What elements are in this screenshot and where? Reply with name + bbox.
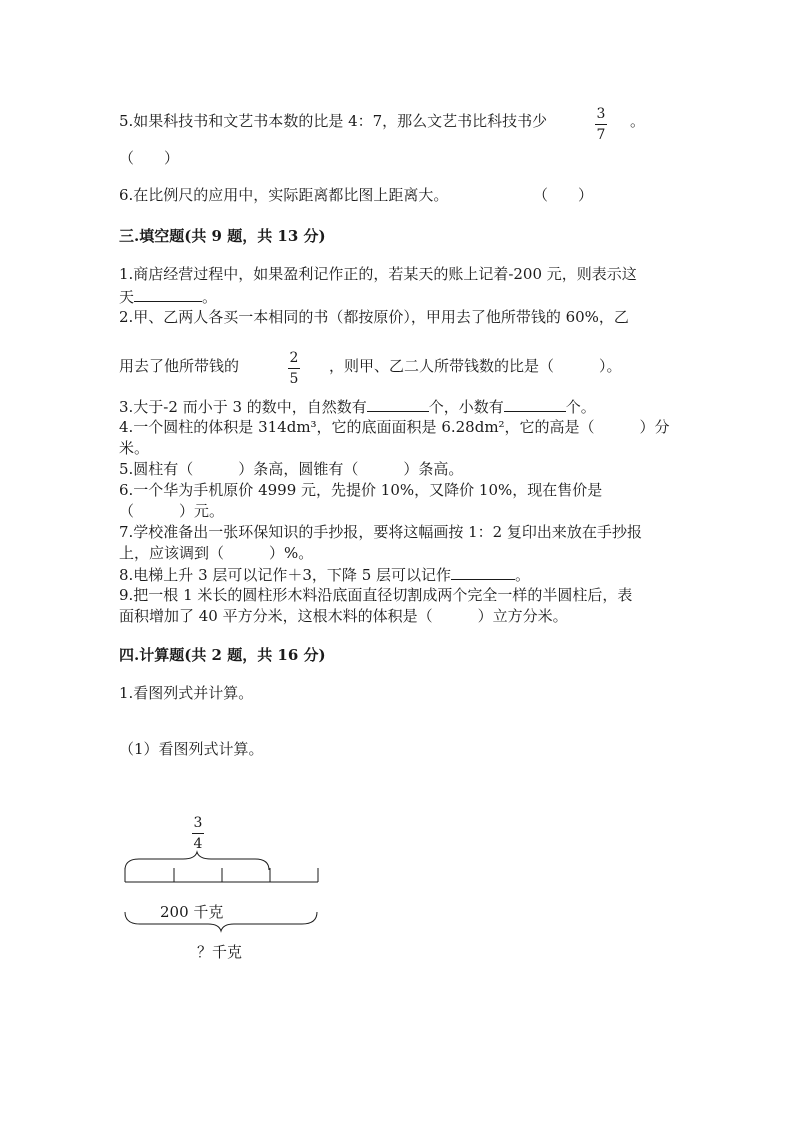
fill-q2-line1: 2.甲、乙两人各买一本相同的书（都按原价），甲用去了他所带钱的 60%，乙 xyxy=(119,308,629,326)
judge-q5-answer-paren: （ ） xyxy=(119,149,180,167)
fraction-numerator: 3 xyxy=(193,815,203,831)
judge-q5-fraction xyxy=(590,106,612,143)
fill-q7-line2: 上，应该调到（ ）%。 xyxy=(119,544,314,562)
fill-q6-line2: （ ）元。 xyxy=(119,502,225,520)
fill-q9-line1: 9.把一根 1 米长的圆柱形木料沿底面直径切割成两个完全一样的半圆柱后，表 xyxy=(119,586,633,604)
fill-q1-post: 。 xyxy=(202,288,218,306)
fill-q3-pre: 3.大于-2 而小于 3 的数中，自然数有 xyxy=(119,398,367,416)
fill-q4-line1: 4.一个圆柱的体积是 314dm³，它的底面面积是 6.28dm²，它的高是（ ）分 xyxy=(119,418,670,436)
fill-q6-line1: 6.一个华为手机原价 4999 元，先提价 10%，又降价 10%，现在售价是 xyxy=(119,481,603,499)
diagram-fraction xyxy=(187,815,209,852)
fill-q4-line2: 米。 xyxy=(119,439,150,457)
fill-q3-post: 个。 xyxy=(565,398,596,416)
fill-q1-line1: 1.商店经营过程中，如果盈利记作正的，若某天的账上记着-200 元，则表示这 xyxy=(119,265,637,283)
fraction-denominator: 4 xyxy=(193,836,203,852)
fraction-numerator: 3 xyxy=(596,106,606,122)
fill-q8-blank[interactable] xyxy=(451,564,515,580)
fill-q3-mid: 个，小数有 xyxy=(428,398,504,416)
fill-q2-fraction xyxy=(283,350,305,387)
upper-brace xyxy=(125,852,269,870)
diagram-label-total: ？千克 xyxy=(197,943,243,961)
fill-q3 xyxy=(119,396,596,417)
fraction-bar xyxy=(595,124,607,125)
fill-q7-line1: 7.学校准备出一张环保知识的手抄报，要将这幅画按 1：2 复印出来放在手抄报 xyxy=(119,523,642,541)
calc-q1-sub1: （1）看图列式计算。 xyxy=(119,740,264,758)
judge-q6-text: 6.在比例尺的应用中，实际距离都比图上距离大。 xyxy=(119,186,449,204)
section3-title: 三.填空题(共 9 题，共 13 分) xyxy=(119,227,326,245)
fill-q1-pre: 天 xyxy=(119,288,135,306)
judge-q6-answer-paren: （ ） xyxy=(533,186,594,204)
fill-q8-pre: 8.电梯上升 3 层可以记作＋3，下降 5 层可以记作 xyxy=(119,566,452,584)
calc-q1: 1.看图列式并计算。 xyxy=(119,684,254,702)
fraction-bar xyxy=(288,368,300,369)
judge-q5-text: 5.如果科技书和文艺书本数的比是 4：7，那么文艺书比科技书少 xyxy=(119,112,548,130)
fraction-denominator: 5 xyxy=(289,371,299,387)
diagram-label-known: 200 千克 xyxy=(160,903,224,921)
fill-q1-blank[interactable] xyxy=(134,286,202,302)
fill-q1-line2 xyxy=(119,286,217,307)
section4-title: 四.计算题(共 2 题，共 16 分) xyxy=(119,646,326,664)
fill-q8 xyxy=(119,564,530,585)
fill-q5: 5.圆柱有（ ）条高，圆锥有（ ）条高。 xyxy=(119,460,464,478)
fraction-numerator: 2 xyxy=(289,350,299,366)
fill-q2-line2-pre: 用去了他所带钱的 xyxy=(119,357,240,375)
fraction-denominator: 7 xyxy=(596,127,606,143)
fill-q3-blank-natural[interactable] xyxy=(367,396,429,412)
fraction-bar xyxy=(192,833,204,834)
fill-q3-blank-decimal[interactable] xyxy=(504,396,566,412)
fill-q2-line2-post: ，则甲、乙二人所带钱数的比是（ ）。 xyxy=(329,357,622,375)
fill-q8-post: 。 xyxy=(515,566,531,584)
fill-q9-line2: 面积增加了 40 平方分米，这根木料的体积是（ ）立方分米。 xyxy=(119,607,568,625)
judge-q5-end: 。 xyxy=(630,112,646,130)
